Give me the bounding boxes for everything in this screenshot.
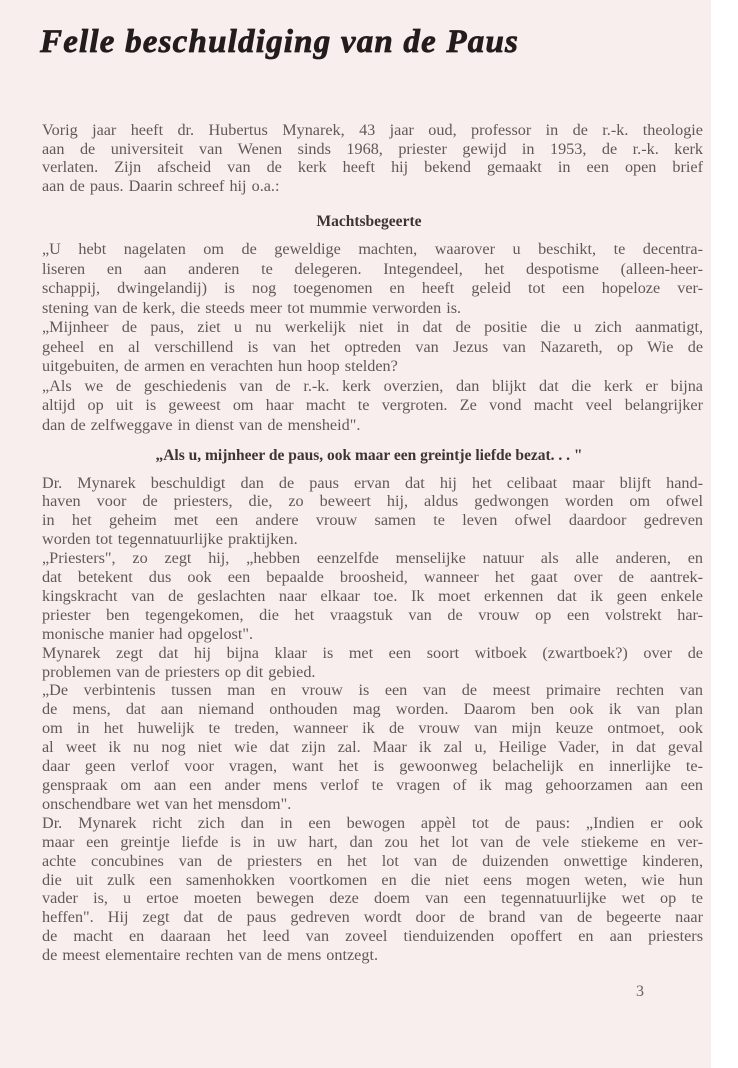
- text-line: worden tot tegennatuurlijke praktijken.: [42, 530, 298, 549]
- text-line: om in het huwelijk te treden, wanneer ik de vrouw van mijn keuze ontmoet, ook: [42, 719, 703, 738]
- text-line: uitgebuiten, de armen en verachten hun hoop stelden?: [42, 357, 398, 376]
- article-title: Felle beschuldiging van de Paus: [40, 24, 520, 60]
- text-line: altijd op uit is geweest om haar macht te vergroten. Ze vond macht veel belangrijker: [42, 396, 703, 415]
- text-line: al weet ik nu nog niet wie dat zijn zal. Maar ik zal u, Heilige Vader, in dat geval: [42, 738, 703, 757]
- text-line: de macht en daaraan het leed van zoveel tienduizenden opoffert en aan priesters: [42, 927, 703, 946]
- text-line: de meest elementaire rechten van de mens ontzegt.: [42, 946, 378, 965]
- text-line: stening van de kerk, die steeds meer tot mummie verworden is.: [42, 298, 462, 317]
- text-line: dan de zelfweggave in dienst van de mensheid".: [42, 415, 361, 434]
- text-line: aan de universiteit van Wenen sinds 1968, priester gewijd in 1953, de r.-k. kerk: [42, 139, 703, 158]
- text-line: vader is, u ertoe moeten bewegen deze doem van een tegennatuurlijke wet op te: [42, 889, 703, 908]
- text-line: Vorig jaar heeft dr. Hubertus Mynarek, 43 jaar oud, professor in de r.-k. theologie: [42, 121, 703, 139]
- text-line: schappij, dwingelandij) is nog toegenomen en heeft geleid tot een hopeloze ver-: [42, 279, 703, 298]
- text-line: Dr. Mynarek beschuldigt dan de paus ervan dat hij het celibaat maar blijft hand-: [42, 473, 703, 492]
- text-line: onschendbare wet van het mensdom".: [42, 794, 292, 813]
- text-line: „Mijnheer de paus, ziet u nu werkelijk niet in dat de positie die u zich aanmatigt,: [42, 318, 703, 337]
- text-line: daar geen verlof voor vragen, want het is gewoonweg belachelijk en innerlijke te-: [42, 757, 703, 776]
- text-line: „De verbintenis tussen man en vrouw is een van de meest primaire rechten van: [42, 681, 703, 700]
- text-line: haven voor de priesters, die, zo beweert hij, aldus gedwongen worden om ofwel: [42, 492, 703, 511]
- section-celibaat: [42, 474, 703, 966]
- text-line: priester ben tegengekomen, die het vraagstuk van de vrouw op een volstrekt har-: [42, 605, 703, 624]
- text-line: verlaten. Zijn afscheid van de kerk heeft hij bekend gemaakt in een open brief: [42, 158, 703, 176]
- text-line: geheel en al verschillend is van het optreden van Jezus van Nazareth, op Wie de: [42, 337, 703, 356]
- text-line: de mens, dat aan niemand onthouden mag worden. Daarom ben ook ik van plan: [42, 700, 703, 719]
- subheading-machtsbegeerte: Machtsbegeerte: [316, 213, 422, 230]
- text-line: die uit zulk een samenhokken voortkomen en die niet eens mogen weten, wie hun: [42, 870, 703, 889]
- text-line: liseren en aan anderen te delegeren. Integendeel, het despotisme (alleen-heer-: [42, 259, 703, 278]
- text-line: monische manier had opgelost".: [42, 624, 254, 643]
- section-machtsbegeerte: [42, 240, 703, 435]
- subheading-greintje-liefde: „Als u, mijnheer de paus, ook maar een greintje liefde bezat. . . ": [155, 447, 583, 464]
- text-line: „Als we de geschiedenis van de r.-k. kerk overzien, dan blijkt dat die kerk er bijna: [42, 376, 703, 395]
- text-line: aan de paus. Daarin schreef hij o.a.:: [42, 176, 280, 195]
- page-number: 3: [636, 983, 644, 1000]
- text-line: dat betekent dus ook een bepaalde broosheid, wanneer het gaat over de aantrek-: [42, 568, 703, 587]
- text-line: „Priesters", zo zegt hij, „hebben eenzelfde menselijke natuur als alle anderen, en: [42, 549, 703, 568]
- text-line: Mynarek zegt dat hij bijna klaar is met een soort witboek (zwartboek?) over de: [42, 643, 703, 662]
- text-line: achte concubines van de priesters en het lot van de duizenden onwettige kinderen,: [42, 851, 703, 870]
- text-line: heffen". Hij zegt dat de paus gedreven wordt door de brand van de begeerte naar: [42, 908, 703, 927]
- text-line: „U hebt nagelaten om de geweldige machten, waarover u beschikt, te decentra-: [42, 240, 703, 258]
- text-line: in het geheim met een andere vrouw samen te leven ofwel daardoor gedreven: [42, 511, 703, 530]
- text-line: kingskracht van de geslachten naar elkaar toe. Ik moet erkennen dat ik geen enkele: [42, 586, 703, 605]
- text-line: Dr. Mynarek richt zich dan in een bewogen appèl tot de paus: „Indien er ook: [42, 813, 703, 832]
- text-line: maar een greintje liefde is in uw hart, dan zou het lot van de vele stiekeme en ver-: [42, 832, 703, 851]
- intro-paragraph: [42, 121, 703, 195]
- text-line: genspraak om aan een ander mens verlof te vragen of ik mag gehoorzamen aan een: [42, 776, 703, 794]
- text-line: problemen van de priesters op dit gebied.: [42, 662, 316, 681]
